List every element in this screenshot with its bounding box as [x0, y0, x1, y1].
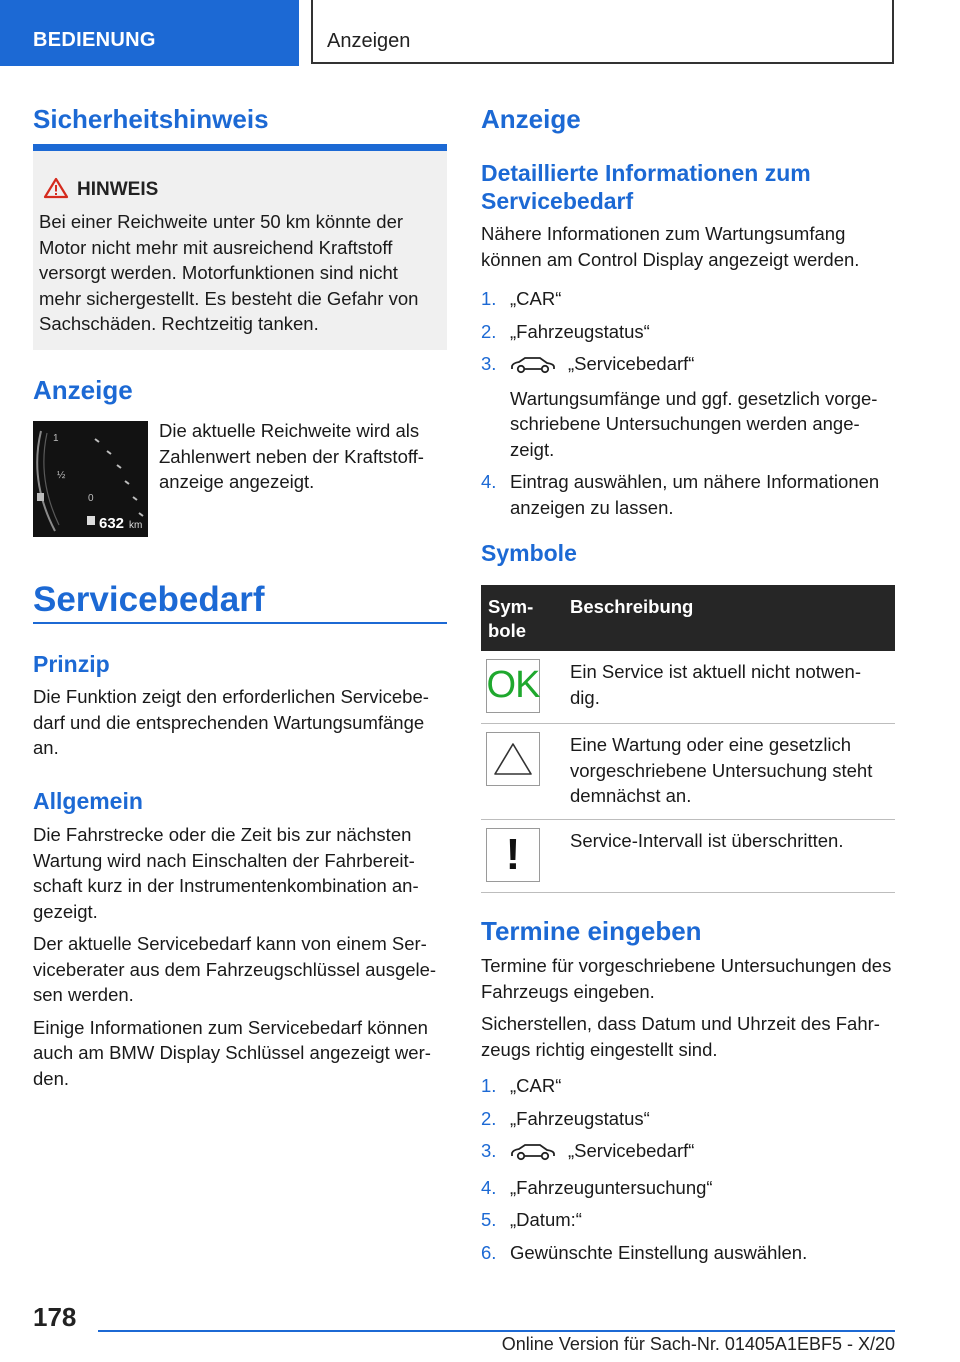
- gauge-tick-0: 0: [88, 493, 94, 504]
- header-chapter-tab: [311, 0, 894, 64]
- notice-label: HINWEIS: [77, 179, 159, 200]
- page-number: 178: [33, 1302, 77, 1332]
- list-item: 1. „CAR“: [481, 1075, 562, 1096]
- prinzip-text: Die Funktion zeigt den erforderlichen Servicebe-darf und die entsprechenden Wartungsumfänge an.: [33, 686, 429, 758]
- list-item: 5. „Datum:“: [481, 1209, 582, 1230]
- list-item: 1. „CAR“: [481, 288, 562, 309]
- footer-rule: [98, 1330, 895, 1332]
- detail-heading: Detaillierte Informationen zum Servicebedarf: [481, 160, 811, 214]
- section-rule: [33, 622, 447, 624]
- list-item: 6. Gewünschte Einstellung auswählen.: [481, 1241, 808, 1263]
- table-row: [481, 724, 895, 820]
- termine-body: [481, 953, 895, 1062]
- footer-online-version: Online Version für Sach-Nr. 01405A1EBF5 - X/20: [501, 1334, 895, 1354]
- car-service-icon: [510, 355, 556, 381]
- warning-triangle-icon: [486, 732, 540, 786]
- allgemein-paragraph: Der aktuelle Servicebedarf kann von einem Ser-viceberater aus dem Fahrzeugschlüssel ausgele-sen werden.: [33, 933, 437, 1005]
- allgemein-body: [33, 822, 447, 1091]
- allgemein-heading: Allgemein: [33, 788, 143, 814]
- notice-box: [33, 144, 447, 350]
- steps-list-termine: [481, 1073, 895, 1272]
- allgemein-paragraph: Einige Informationen zum Servicebedarf können auch am BMW Display Schlüssel angezeigt wer-den.: [33, 1016, 431, 1089]
- symbole-heading: Symbole: [481, 540, 577, 566]
- table-header-description: Beschreibung: [563, 585, 895, 651]
- fuel-gauge-image: [33, 421, 148, 537]
- header-section-tab: [0, 0, 299, 66]
- termine-heading: Termine eingeben: [481, 916, 702, 946]
- termine-paragraph: Termine für vorgeschriebene Untersuchungen des Fahrzeugs eingeben.: [481, 955, 892, 1002]
- steps-list-detail: [481, 286, 895, 527]
- table-header-symbol: Sym-bole: [481, 585, 563, 651]
- safety-heading: Sicherheitshinweis: [33, 104, 269, 134]
- list-item: 4. Eintrag auswählen, um nähere Informationen anzeigen zu lassen.: [481, 471, 880, 518]
- anzeige-heading-left: Anzeige: [33, 375, 133, 405]
- symbols-table: [481, 585, 895, 893]
- header-chapter-label: Anzeigen: [327, 30, 411, 52]
- list-item: 2. „Fahrzeugstatus“: [481, 1107, 650, 1129]
- service-heading: Servicebedarf: [33, 580, 265, 619]
- list-item: 2. „Fahrzeugstatus“: [481, 320, 650, 342]
- header-section-label: BEDIENUNG: [33, 29, 156, 51]
- table-row: [481, 819, 895, 892]
- gauge-range-value: 632: [99, 515, 125, 532]
- anzeige-heading-right: Anzeige: [481, 104, 581, 134]
- termine-paragraph: Sicherstellen, dass Datum und Uhrzeit des Fahr-zeugs richtig eingestellt sind.: [481, 1013, 880, 1060]
- table-cell-description: Eine Wartung oder eine gesetzlich vorgeschriebene Untersuchung steht demnächst an.: [563, 724, 895, 820]
- allgemein-paragraph: Die Fahrstrecke oder die Zeit bis zur nächsten Wartung wird nach Einschalten der Fahrbereit-schaft kurz in der Instrumentenkombination an-gezeigt.: [33, 824, 419, 922]
- gauge-tick-1: 1: [53, 433, 59, 444]
- ok-icon: OK: [486, 659, 540, 713]
- notice-text: Bei einer Reichweite unter 50 km könnte der Motor nicht mehr mit ausreichend Kraftstoff versorgt werden. Motorfunktionen sind nicht mehr sichergestellt. Es besteht die Gefahr von Sachschäden. Rechtzeitig tanken.: [39, 211, 419, 334]
- gauge-tick-half: ½: [57, 470, 66, 481]
- anzeige-text-left: Die aktuelle Reichweite wird als Zahlenwert neben der Kraftstoff-anzeige angezeigt.: [159, 420, 424, 492]
- table-row: [481, 651, 895, 724]
- exclamation-icon: !: [486, 828, 540, 882]
- car-service-icon: [510, 1142, 556, 1168]
- list-item: 3. „Servicebedarf“ Wartungsumfänge und ggf. gesetzlich vorge-schriebene Untersuchungen werden ange-zeigt.: [481, 353, 878, 460]
- prinzip-heading: Prinzip: [33, 651, 110, 677]
- warning-triangle-icon: [43, 177, 69, 204]
- list-item: 4. „Fahrzeuguntersuchung“: [481, 1176, 713, 1198]
- gauge-range-unit: km: [129, 520, 143, 531]
- table-cell-description: Service-Intervall ist überschritten.: [563, 819, 895, 892]
- list-item: 3. „Servicebedarf“: [481, 1138, 895, 1168]
- detail-text: Nähere Informationen zum Wartungsumfang können am Control Display angezeigt werden.: [481, 223, 860, 270]
- table-cell-description: Ein Service ist aktuell nicht notwen-dig.: [563, 651, 895, 724]
